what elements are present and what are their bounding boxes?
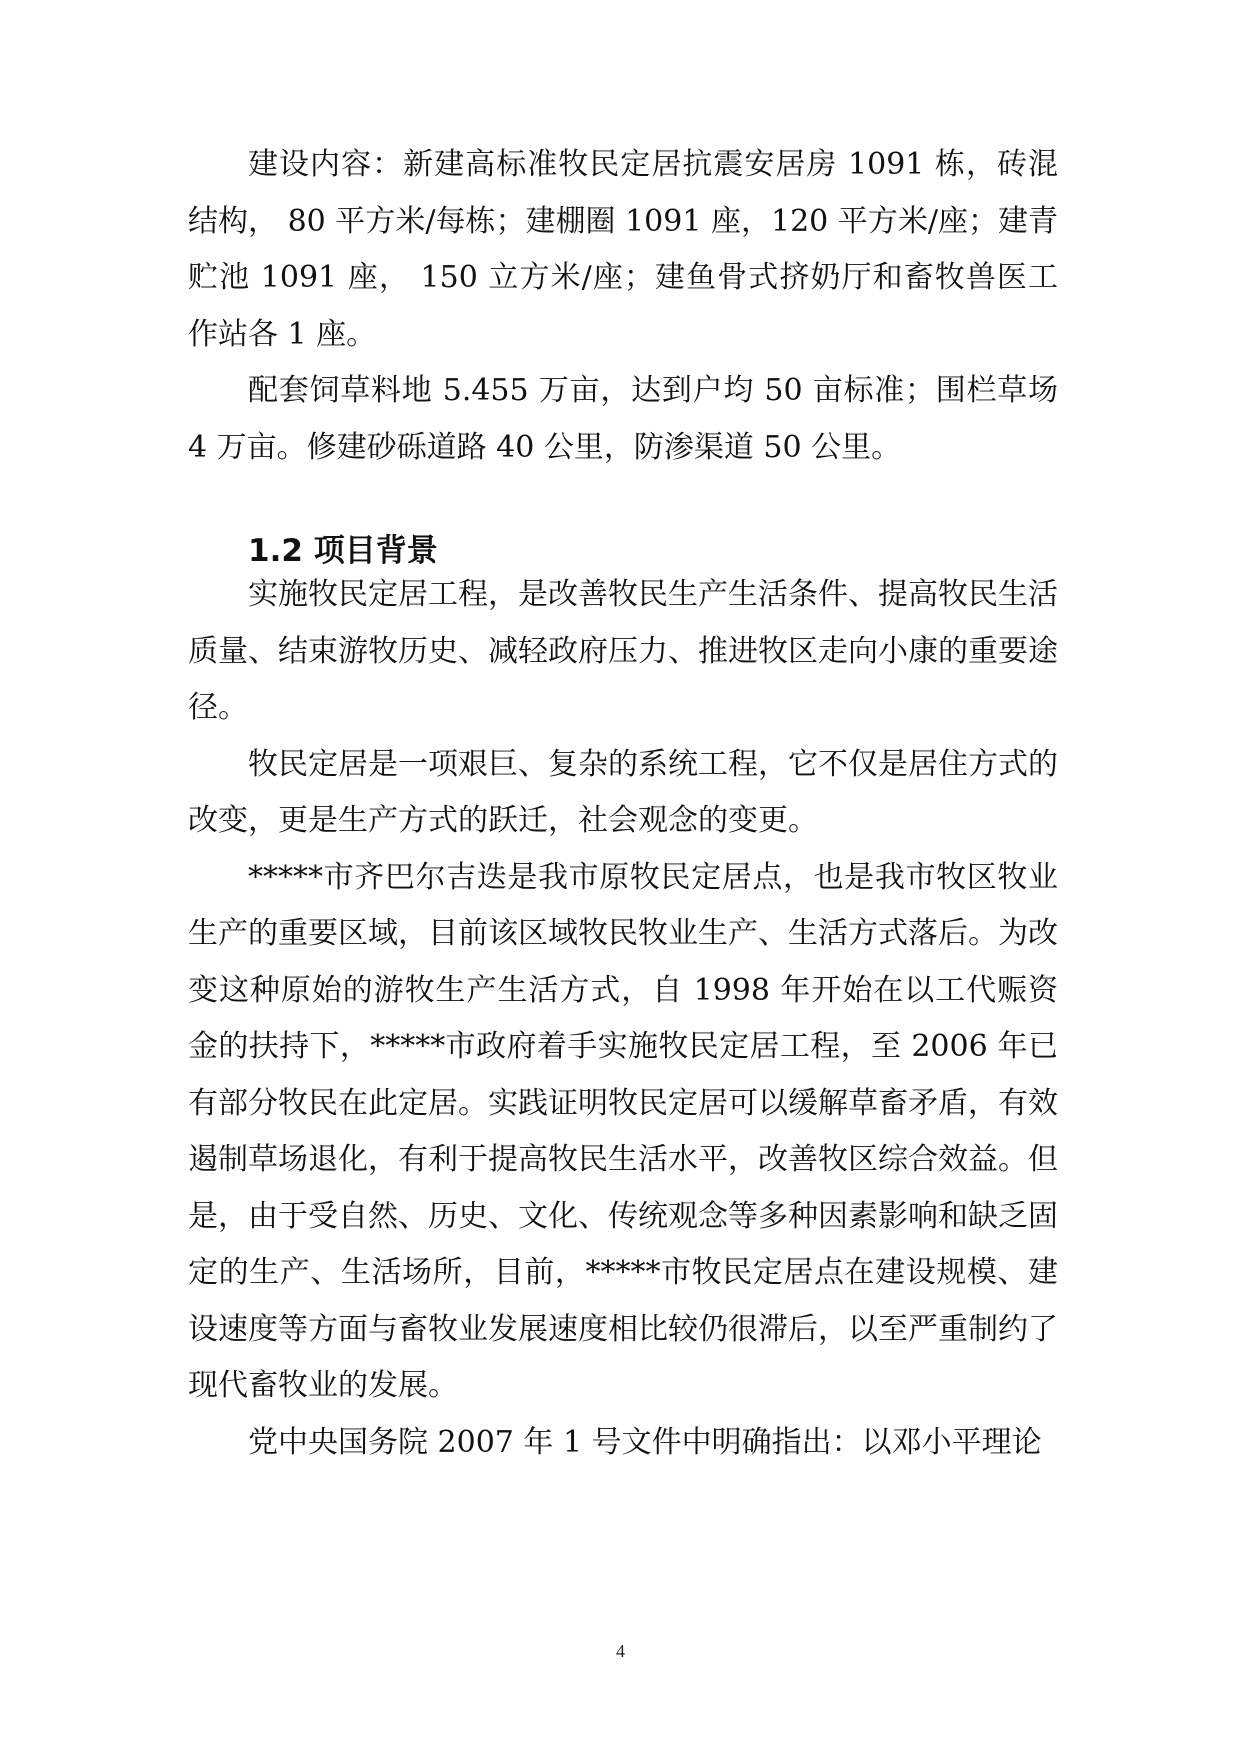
page-number: 4 <box>616 1641 625 1661</box>
paragraph-construction-content: 建设内容：新建高标准牧民定居抗震安居房 1091 栋，砖混结构， 80 平方米/每栋；建棚圈 1091 座，120 平方米/座；建青贮池 1091 座， 150 立方米/座；建鱼骨式挤奶厅和畜牧兽医工作站各 1 座。 <box>188 147 1058 352</box>
paragraph-background-1: 实施牧民定居工程，是改善牧民生产生活条件、提高牧民生活质量、结束游牧历史、减轻政府压力、推进牧区走向小康的重要途径。 <box>188 577 1058 725</box>
paragraph-supporting-facilities: 配套饲草料地 5.455 万亩，达到户均 50 亩标准；围栏草场 4 万亩。修建砂砾道路 40 公里，防渗渠道 50 公里。 <box>188 373 1058 465</box>
paragraph-background-2: 牧民定居是一项艰巨、复杂的系统工程，它不仅是居住方式的改变，更是生产方式的跃迁，社会观念的变更。 <box>188 746 1058 838</box>
paragraph-background-4: 党中央国务院 2007 年 1 号文件中明确指出：以邓小平理论 <box>248 1424 1042 1460</box>
section-heading-project-background: 1.2 项目背景 <box>248 533 438 569</box>
project-content-section <box>188 137 1058 476</box>
paragraph-background-3: *****市齐巴尔吉迭是我市原牧民定居点，也是我市牧区牧业生产的重要区域，目前该区域牧民牧业生产、生活方式落后。为改变这种原始的游牧生产生活方式，自 1998 年开始在以工代赈资金的扶持下，*****市政府着手实施牧民定居工程，至 2006 年已有部分牧民在此定居。实践证明牧民定居可以缓解草畜矛盾，有效遏制草场退化，有利于提高牧民生活水平，改善牧区综合效益。但是，由于受自然、历史、文化、传统观念等多种因素影响和缺乏固定的生产、生活场所，目前，*****市牧民定居点在建设规模、建设速度等方面与畜牧业发展速度相比较仍很滞后，以至严重制约了现代畜牧业的发展。 <box>188 859 1058 1403</box>
project-background-section <box>188 567 1058 1471</box>
